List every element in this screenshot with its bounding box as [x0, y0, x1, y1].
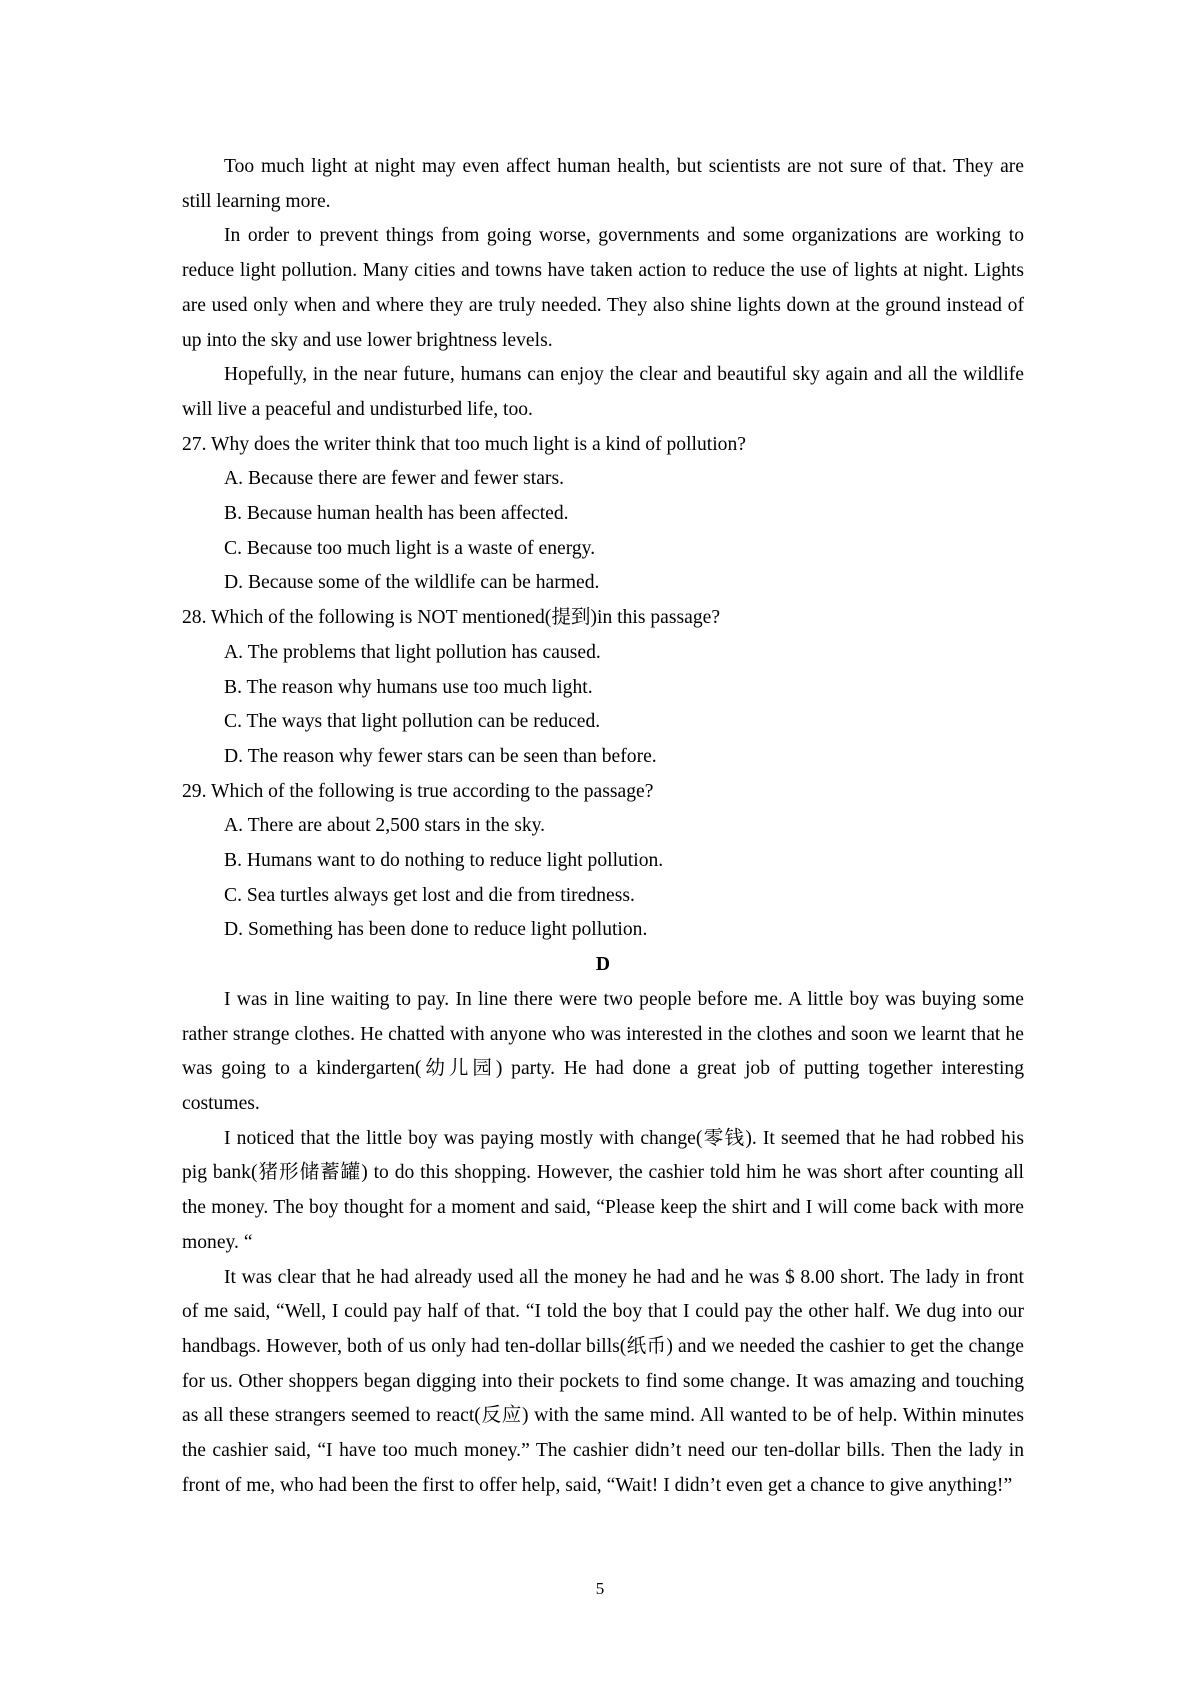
- answer-option-b: B. Because human health has been affected.: [224, 503, 569, 525]
- answer-option-d: D. The reason why fewer stars can be seen than before.: [224, 745, 657, 767]
- question-text: 29. Which of the following is true according to the passage?: [182, 780, 654, 802]
- question-text: 27. Why does the writer think that too much light is a kind of pollution?: [182, 433, 746, 455]
- answer-option-d: D. Something has been done to reduce light pollution.: [224, 919, 648, 941]
- section-title: D: [595, 954, 611, 976]
- answer-option-b: B. Humans want to do nothing to reduce light pollution.: [224, 850, 664, 872]
- answer-option-a: A. Because there are fewer and fewer stars.: [224, 468, 564, 490]
- passage-paragraph: In order to prevent things from going worse, governments and some organizations are working to reduce light pollution. Many cities and towns have taken action to reduce the use of lights at night. Lights are used only when and where they are truly needed. They also shine lights down at the ground instead of up into the sky and use lower brightness levels.: [182, 225, 1024, 351]
- question-29: [182, 775, 1024, 949]
- answer-options: [182, 636, 1024, 775]
- question-28: [182, 601, 1024, 775]
- passage-paragraph: Too much light at night may even affect human health, but scientists are not sure of that. They are still learning more.: [182, 156, 1024, 212]
- answer-options: [182, 809, 1024, 948]
- answer-option-c: C. Sea turtles always get lost and die from tiredness.: [224, 884, 635, 906]
- answer-option-d: D. Because some of the wildlife can be harmed.: [224, 572, 600, 594]
- answer-option-a: A. The problems that light pollution has caused.: [224, 641, 601, 663]
- question-text: 28. Which of the following is NOT mentioned(提到)in this passage?: [182, 607, 721, 629]
- page-number: 5: [595, 1579, 605, 1598]
- passage-paragraph: It was clear that he had already used all the money he had and he was $ 8.00 short. The lady in front of me said, “Well, I could pay half of that. “I told the boy that I could pay the other half. We dug into our handbags. However, both of us only had ten-dollar bills(纸币) and we needed the cashier to get the change for us. Other shoppers began digging into their pockets to find some change. It was amazing and touching as all these strangers seemed to react(反应) with the same mind. All wanted to be of help. Within minutes the cashier said, “I have too much money.” The cashier didn’t need our ten-dollar bills. Then the lady in front of me, who had been the first to offer help, said, “Wait! I didn’t even get a chance to give anything!”: [182, 1266, 1024, 1496]
- passage-paragraph: I was in line waiting to pay. In line there were two people before me. A little boy was buying some rather strange clothes. He chatted with anyone who was interested in the clothes and soon we learnt that he was going to a kindergarten(幼儿园) party. He had done a great job of putting together interesting costumes.: [182, 988, 1024, 1114]
- answer-option-c: C. The ways that light pollution can be reduced.: [224, 711, 601, 733]
- answer-option-a: A. There are about 2,500 stars in the sky.: [224, 815, 546, 837]
- answer-option-c: C. Because too much light is a waste of energy.: [224, 537, 596, 559]
- passage-paragraph: I noticed that the little boy was paying mostly with change(零钱). It seemed that he had robbed his pig bank(猪形储蓄罐) to do this shopping. However, the cashier told him he was short after counting all the money. The boy thought for a moment and said, “Please keep the shirt and I will come back with more money. “: [182, 1127, 1024, 1253]
- answer-options: [182, 462, 1024, 601]
- document-page: [182, 150, 1024, 1503]
- question-27: [182, 428, 1024, 602]
- answer-option-b: B. The reason why humans use too much light.: [224, 676, 593, 698]
- passage-paragraph: Hopefully, in the near future, humans can enjoy the clear and beautiful sky again and all the wildlife will live a peaceful and undisturbed life, too.: [182, 364, 1024, 420]
